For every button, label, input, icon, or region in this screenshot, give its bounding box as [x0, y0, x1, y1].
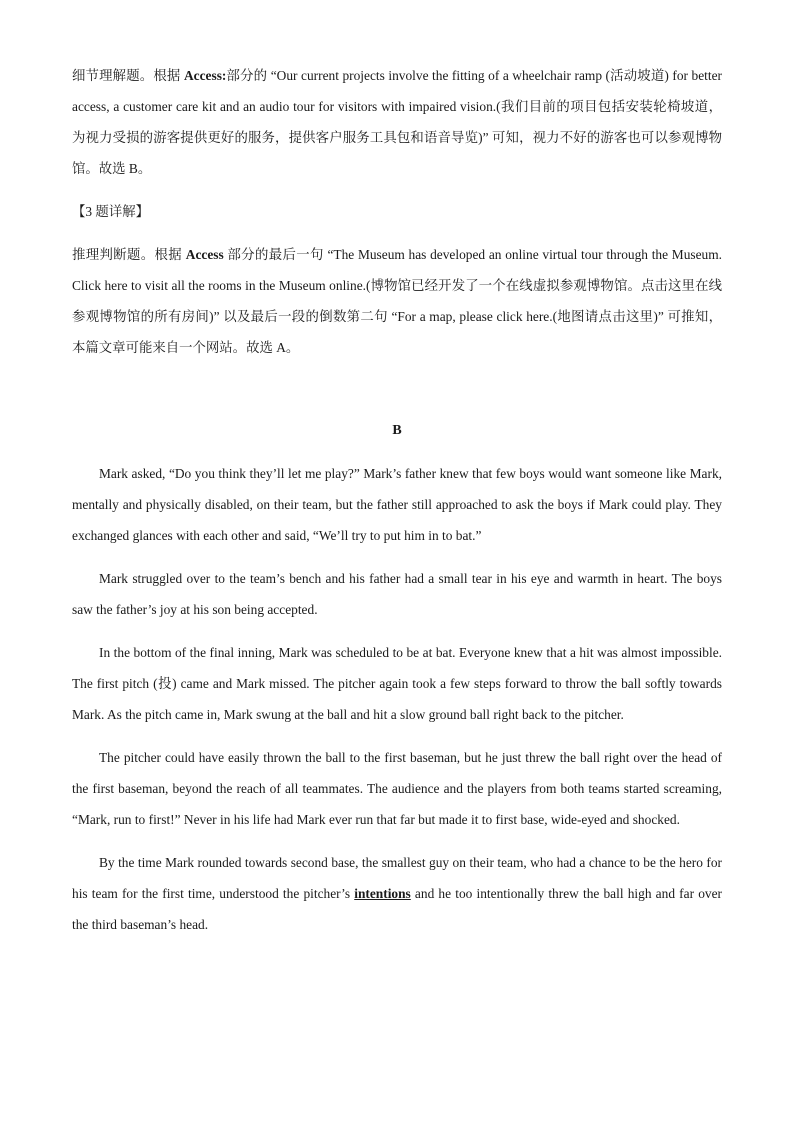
keyword-intentions: intentions — [354, 886, 411, 901]
passage-paragraph-4: The pitcher could have easily thrown the ball to the first baseman, but he just threw the ball right over the head of the first baseman, beyond the reach of all teammates. The audience and the players from both teams started screaming, “Mark, run to first!” Never in his life had Mark ever run that far but made it to first base, wide-eyed and shocked. — [72, 750, 722, 827]
q2-text-2: 部分的 “Our current projects involve the fitting of a wheelchair ramp (活动坡道) for better access, a customer care kit and an audio tour for visitors with impaired vision.(我们目前的项目包括安装轮椅坡道，为视力受损的游客提供更好的服务，提供客户服务工具包和语音导览)” 可知，视力不好的游客也可以参观博物馆。故选 B。 — [72, 68, 722, 176]
q3-text-2: 部分的最后一句 “The Museum has developed an online virtual tour through the Museum. Click here to visit all the rooms in the Museum online.(博物馆已经开发了一个在线虚拟参观博物馆。点击这里在线参观博物馆的所有房间)” 以及最后一段的倒数第二句 “For a map, please click here.(地图请点击这里)” 可推知，本篇文章可能来自一个网站。故选 A。 — [72, 247, 722, 355]
passage-paragraph-3: In the bottom of the final inning, Mark was scheduled to be at bat. Everyone knew that a hit was almost impossible. The first pitch (投) came and Mark missed. The pitcher again took a few steps forward to throw the ball softly towards Mark. As the pitch came in, Mark swung at the ball and hit a slow ground ball right back to the pitcher. — [72, 645, 722, 722]
p5-text-a: By the time Mark rounded towards second base, the smallest guy on their team, who had a chance to be the hero for his team for the first time, understood the pitcher’s — [72, 855, 722, 901]
q2-explanation — [72, 60, 722, 184]
q2-bold-access: Access: — [183, 68, 227, 83]
p5-text-b: and he too intentionally threw the ball high and far over the third baseman’s head. — [72, 886, 722, 932]
q3-bold-access: Access — [185, 247, 224, 262]
q3-text-1: 推理判断题。根据 — [72, 247, 186, 262]
document-page — [72, 60, 722, 940]
passage-paragraph-2: Mark struggled over to the team’s bench and his father had a small tear in his eye and warmth in heart. The boys saw the father’s joy at his son being accepted. — [72, 571, 722, 617]
q3-explanation — [72, 239, 722, 363]
q2-text-1: 细节理解题。根据 — [72, 68, 184, 83]
section-b-title: B — [392, 423, 402, 438]
passage-paragraph-1: Mark asked, “Do you think they’ll let me play?” Mark’s father knew that few boys would want someone like Mark, mentally and physically disabled, on their team, but the father still approached to ask the boys if Mark could play. They exchanged glances with each other and said, “We’ll try to put him in to bat.” — [72, 466, 722, 543]
passage-paragraph-5 — [72, 847, 722, 940]
q3-heading: 【3 题详解】 — [72, 204, 149, 219]
